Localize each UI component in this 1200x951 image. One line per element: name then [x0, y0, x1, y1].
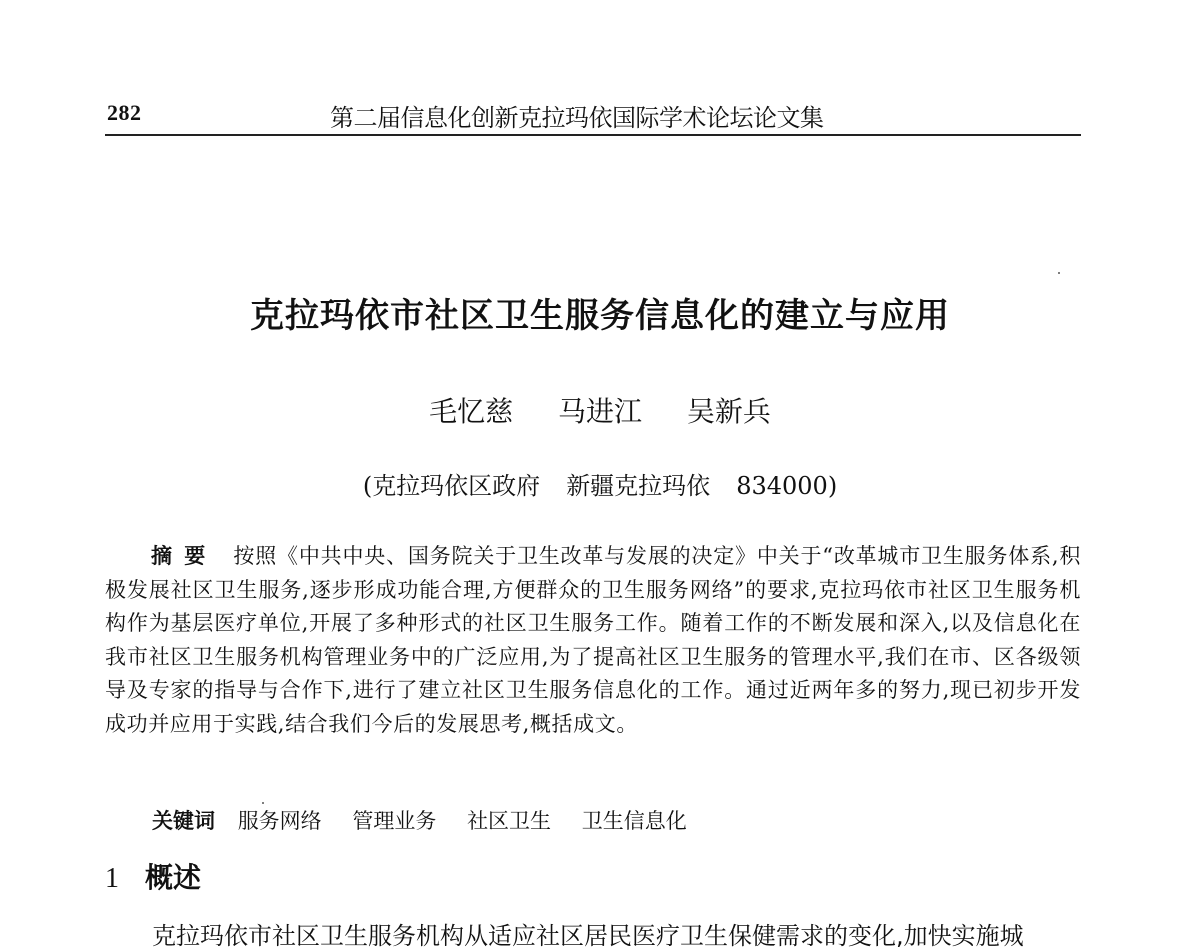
section-body-text: 克拉玛依市社区卫生服务机构从适应社区居民医疗卫生保健需求的变化,加快实施城: [152, 922, 1024, 950]
author-name: 马进江: [557, 395, 642, 428]
keywords-label: 关键词: [152, 809, 215, 833]
abstract-text: 按照《中共中央、国务院关于卫生改革与发展的决定》中关于“改革城市卫生服务体系,积极发展社区卫生服务,逐步形成功能合理,方便群众的卫生服务网络”的要求,克拉玛依市社区卫生服务机构作为基层医疗单位,开展了多种形式的社区卫生服务工作。随着工作的不断发展和深入,以及信息化在我市社区卫生服务机构管理业务中的广泛应用,为了提高社区卫生服务的管理水平,我们在市、区各级领导及专家的指导与合作下,进行了建立社区卫生服务信息化的工作。通过近两年多的努力,现已初步开发成功并应用于实践,结合我们今后的发展思考,概括成文。: [105, 544, 1081, 736]
page-header: [105, 96, 1081, 136]
journal-title: 第二届信息化创新克拉玛依国际学术论坛论文集: [330, 104, 824, 132]
keyword: 卫生信息化: [581, 809, 687, 833]
scan-speck: [262, 802, 264, 804]
page-number: 282: [107, 100, 142, 125]
affiliation-city: 新疆克拉玛依: [566, 472, 711, 500]
affiliation-postcode: 834000: [736, 472, 828, 500]
author-name: 毛忆慈: [429, 395, 514, 428]
keywords: [152, 805, 711, 835]
section-number: 1: [105, 863, 119, 894]
scan-speck: [1058, 272, 1060, 274]
affiliation-close-paren: ): [827, 472, 838, 500]
affiliation-open-paren: (: [362, 472, 373, 500]
section-title: 概述: [145, 861, 202, 894]
abstract-label: 摘要: [151, 544, 218, 568]
keyword: 社区卫生: [467, 809, 552, 833]
affiliation-org: 克拉玛依区政府: [372, 472, 541, 500]
paper-title: 克拉玛依市社区卫生服务信息化的建立与应用: [250, 296, 950, 336]
keyword: 管理业务: [352, 809, 437, 833]
author-name: 吴新兵: [686, 395, 771, 428]
keyword: 服务网络: [237, 809, 322, 833]
section-heading: [105, 856, 201, 896]
affiliation: [0, 466, 1200, 501]
abstract: [105, 540, 1081, 741]
author-list: [0, 390, 1200, 430]
